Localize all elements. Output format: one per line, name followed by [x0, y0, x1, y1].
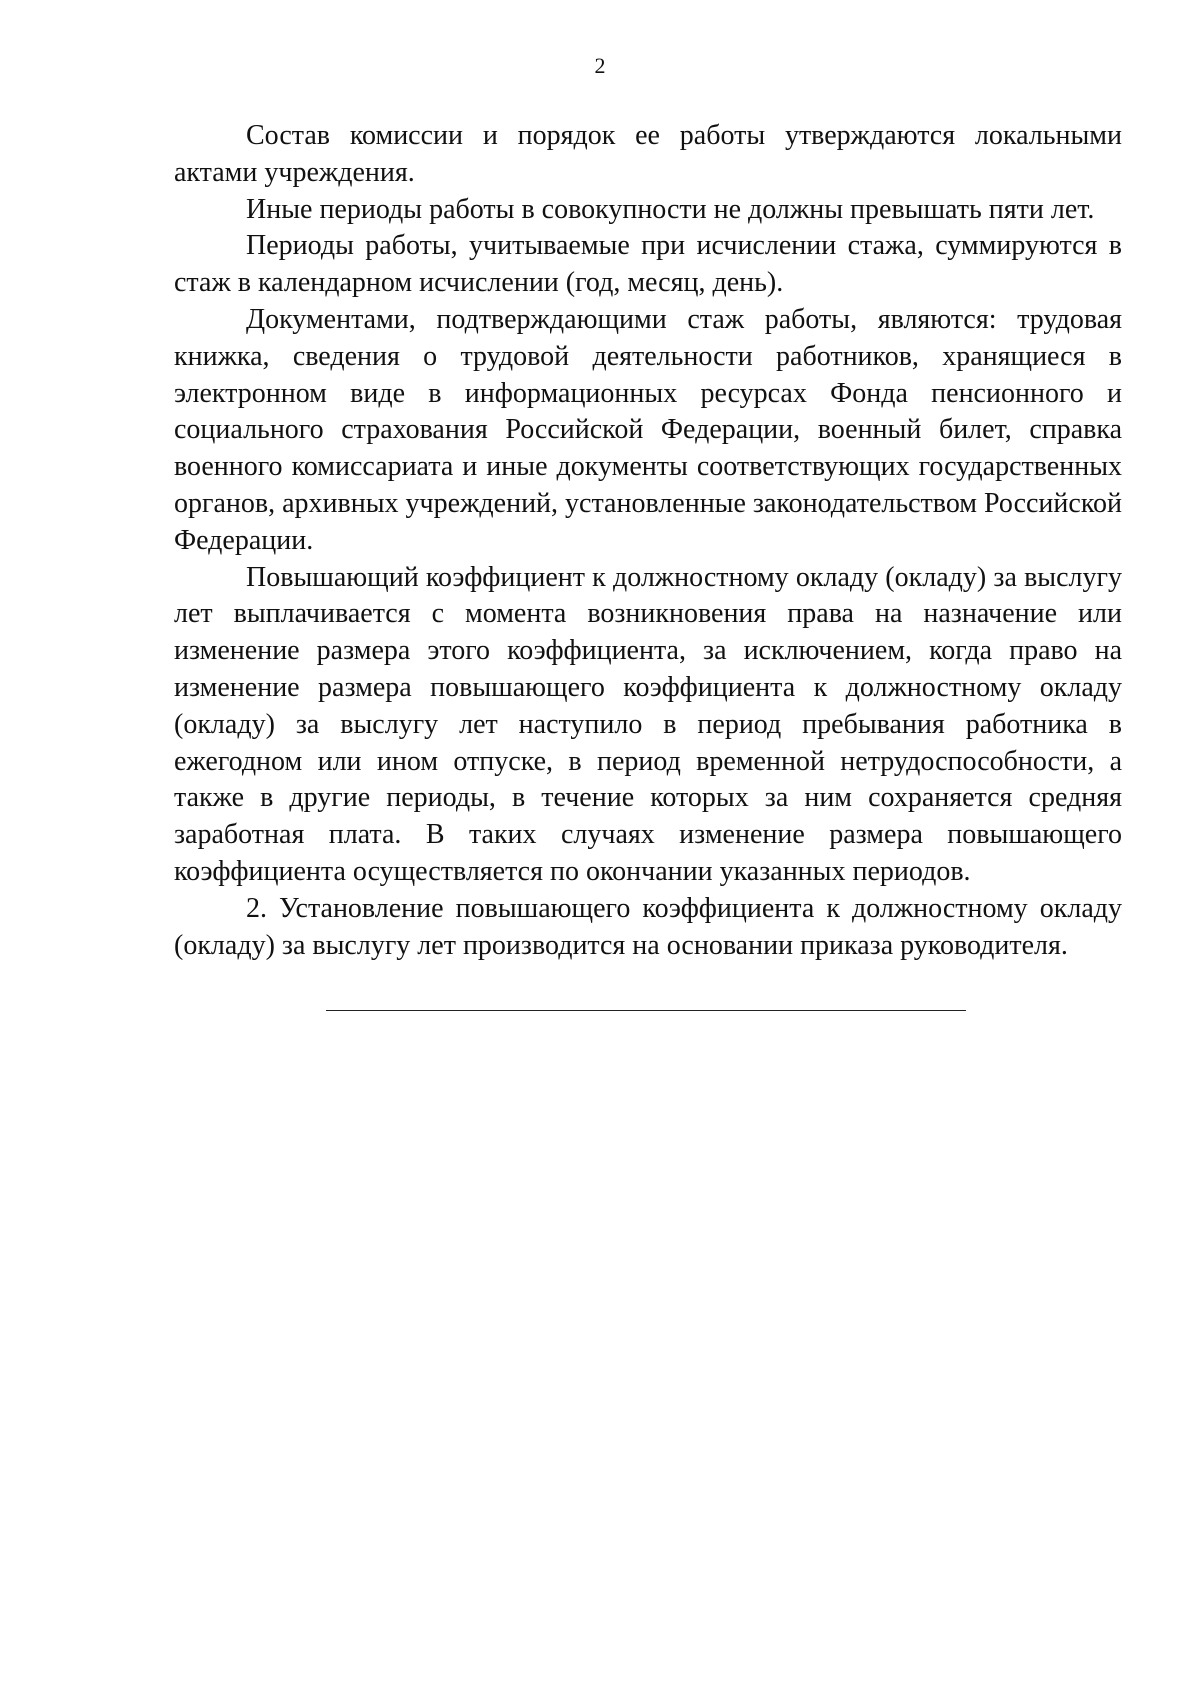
- document-body: [174, 118, 1122, 964]
- paragraph-supporting-documents: Документами, подтверждающими стаж работы, являются: трудовая книжка, сведения о трудовой деятельности работников, хранящиеся в электронном виде в информационных ресурсах Фонда пенсионного и социального страхования Российской Федерации, военный билет, справка военного комиссариата и иные документы соответствующих государственных органов, архивных учреждений, установленные законодательством Российской Федерации.: [174, 303, 1122, 556]
- paragraph-periods-summation: Периоды работы, учитываемые при исчислении стажа, суммируются в стаж в календарном исчислении (год, месяц, день).: [174, 230, 1122, 299]
- paragraph-other-periods: Иные периоды работы в совокупности не должны превышать пяти лет.: [246, 193, 1095, 225]
- end-separator-line: [326, 1010, 966, 1011]
- paragraph-commission: Состав комиссии и порядок ее работы утверждаются локальными актами учреждения.: [174, 120, 1122, 188]
- paragraph-coefficient-payment: Повышающий коэффициент к должностному окладу (окладу) за выслугу лет выплачивается с момента возникновения права на назначение или изменение размера этого коэффициента, за исключением, когда право на изменение размера повышающего коэффициента к должностному окладу (окладу) за выслугу лет наступило в период пребывания работника в ежегодном или ином отпуске, в период временной нетрудоспособности, а также в другие периоды, в течение которых за ним сохраняется средняя заработная плата. В таких случаях изменение размера повышающего коэффициента осуществляется по окончании указанных периодов.: [174, 561, 1122, 887]
- page-number: 2: [594, 53, 606, 78]
- paragraph-item-2: 2. Установление повышающего коэффициента к должностному окладу (окладу) за выслугу лет производится на основании приказа руководителя.: [174, 892, 1122, 961]
